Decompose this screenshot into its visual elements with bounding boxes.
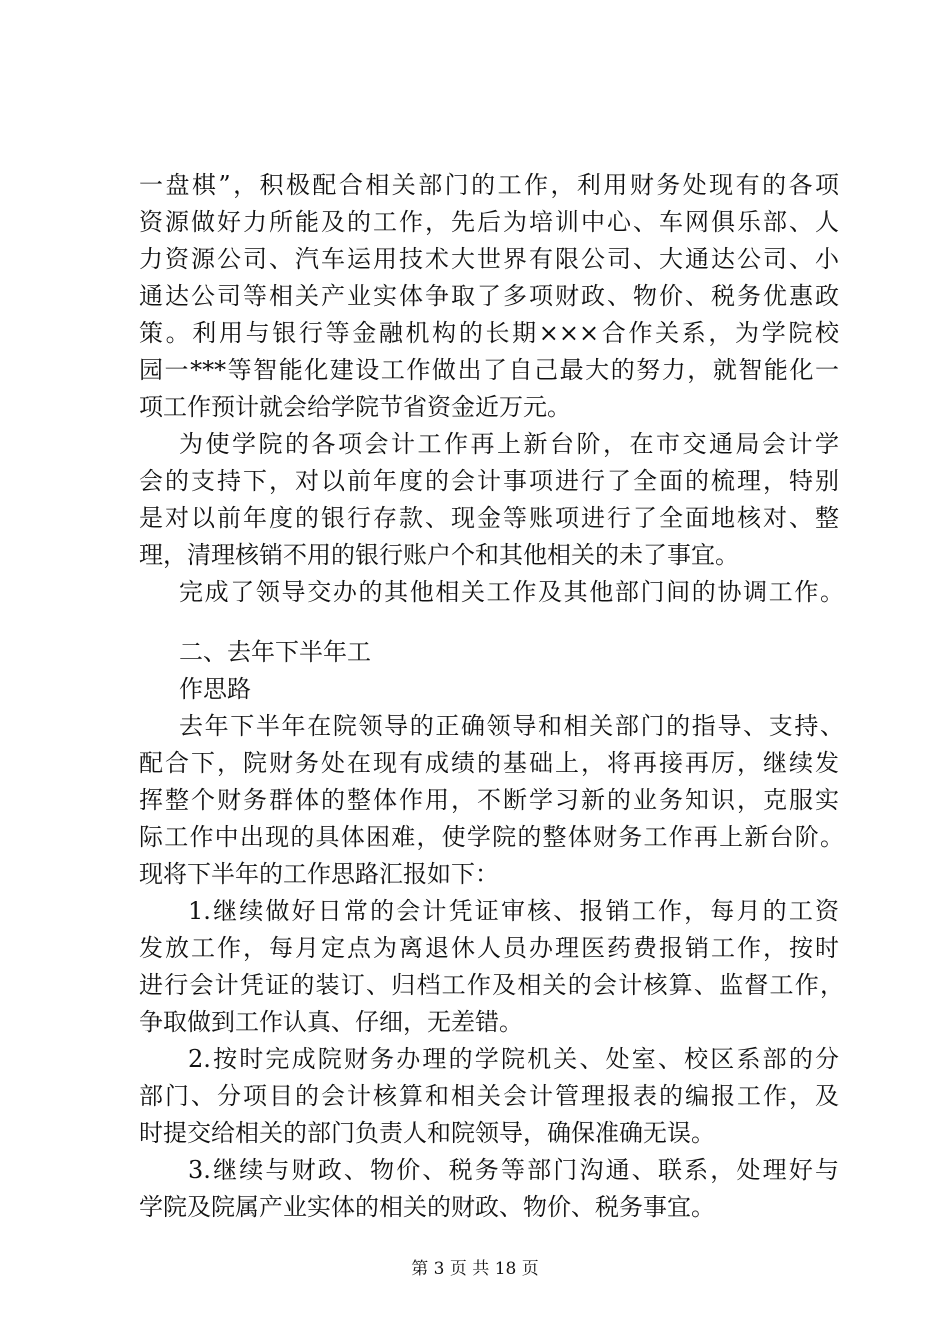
text-line: 学院及院属产业实体的相关的财政、物价、税务事宜。 [139, 1193, 715, 1221]
text-line: 策。利用与银行等金融机构的长期×××合作关系，为学院校 [139, 319, 839, 347]
text-line: 力资源公司、汽车运用技术大世界有限公司、大通达公司、小 [139, 245, 839, 273]
text-line: 完成了领导交办的其他相关工作及其他部门间的协调工作。 [179, 578, 844, 606]
text-line: 资源做好力所能及的工作，先后为培训中心、车网俱乐部、人 [139, 208, 839, 236]
section-heading: 二、去年下半年工 [179, 638, 371, 666]
text-line: 理，清理核销不用的银行账户个和其他相关的未了事宜。 [139, 541, 739, 569]
text-line: 会的支持下，对以前年度的会计事项进行了全面的梳理，特别 [139, 467, 839, 495]
text-line: 是对以前年度的银行存款、现金等账项进行了全面地核对、整 [139, 504, 839, 532]
text-line: 配合下，院财务处在现有成绩的基础上，将再接再厉，继续发 [139, 749, 839, 777]
list-item: 1.继续做好日常的会计凭证审核、报销工作，每月的工资 [188, 897, 839, 925]
list-item: 2.按时完成院财务办理的学院机关、处室、校区系部的分 [188, 1045, 839, 1073]
text-line: 项工作预计就会给学院节省资金近万元。 [139, 393, 571, 421]
text-line: 园一***等智能化建设工作做出了自己最大的努力，就智能化一 [139, 356, 839, 384]
text-line: 争取做到工作认真、仔细，无差错。 [139, 1008, 523, 1036]
text-line: 进行会计凭证的装订、归档工作及相关的会计核算、监督工作， [139, 971, 844, 999]
text-line: 去年下半年在院领导的正确领导和相关部门的指导、支持、 [179, 712, 844, 740]
text-line: 通达公司等相关产业实体争取了多项财政、物价、税务优惠政 [139, 282, 839, 310]
text-line: 一盘棋”，积极配合相关部门的工作，利用财务处现有的各项 [139, 171, 839, 199]
text-line: 为使学院的各项会计工作再上新台阶，在市交通局会计学 [179, 430, 839, 458]
text-line: 挥整个财务群体的整体作用，不断学习新的业务知识，克服实 [139, 786, 839, 814]
text-line: 际工作中出现的具体困难，使学院的整体财务工作再上新台阶。 [139, 823, 844, 851]
section-heading: 作思路 [179, 675, 251, 703]
text-line: 现将下半年的工作思路汇报如下： [139, 860, 499, 888]
page-number-footer: 第 3 页 共 18 页 [411, 1259, 539, 1279]
text-line: 部门、分项目的会计核算和相关会计管理报表的编报工作，及 [139, 1082, 839, 1110]
list-item: 3.继续与财政、物价、税务等部门沟通、联系，处理好与 [188, 1156, 839, 1184]
text-line: 时提交给相关的部门负责人和院领导，确保准确无误。 [139, 1119, 715, 1147]
text-line: 发放工作，每月定点为离退休人员办理医药费报销工作，按时 [139, 934, 839, 962]
